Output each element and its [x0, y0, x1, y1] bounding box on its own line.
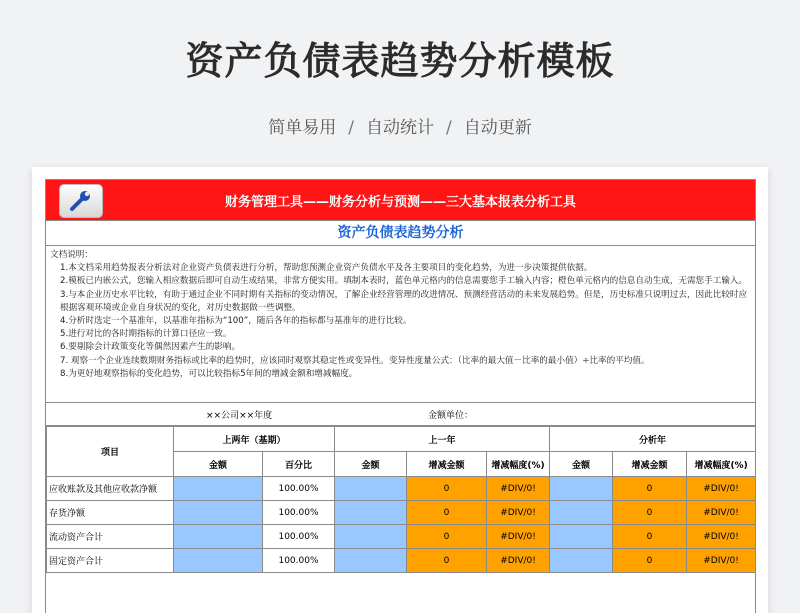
row-label: 应收账款及其他应收款净额 — [47, 477, 174, 501]
input-cell[interactable] — [174, 477, 263, 501]
auto-cell: 0 — [407, 477, 487, 501]
subtitle-item: 自动更新 — [463, 118, 532, 138]
input-cell[interactable] — [335, 501, 407, 525]
note-item: 4.分析时选定一个基准年，以基准年指标为“100”，随后各年的指标都与基准年的进行比较。 — [60, 316, 412, 327]
input-cell[interactable] — [174, 549, 263, 573]
col-rate-header: 增减幅度(%) — [687, 452, 756, 477]
row-label: 流动资产合计 — [47, 525, 174, 549]
auto-cell: #DIV/0! — [687, 549, 756, 573]
table-row — [47, 549, 756, 573]
col-change-header: 增减金额 — [407, 452, 487, 477]
wrench-icon[interactable] — [59, 184, 103, 218]
auto-cell: 0 — [613, 477, 687, 501]
col-amount-header: 金额 — [174, 452, 263, 477]
group-prev-header: 上一年 — [335, 427, 550, 452]
input-cell[interactable] — [550, 477, 613, 501]
sheet-heading: 资产负债表趋势分析 — [46, 220, 755, 246]
auto-cell: #DIV/0! — [687, 477, 756, 501]
subtitle-separator: / — [348, 118, 354, 138]
auto-cell: #DIV/0! — [487, 549, 550, 573]
percent-cell: 100.00% — [263, 525, 335, 549]
banner — [46, 180, 755, 220]
auto-cell: #DIV/0! — [487, 501, 550, 525]
subtitle-item: 简单易用 — [268, 118, 337, 138]
auto-cell: #DIV/0! — [487, 477, 550, 501]
percent-cell: 100.00% — [263, 477, 335, 501]
auto-cell: #DIV/0! — [687, 525, 756, 549]
note-item: 8.为更好地观察指标的变化趋势，可以比较指标5年间的增减金额和增减幅度。 — [60, 368, 358, 379]
col-amount-header: 金额 — [335, 452, 407, 477]
subtitle-separator: / — [446, 118, 452, 138]
worksheet — [45, 179, 756, 613]
note-item: 5.进行对比的各时期指标的计算口径应一致。 — [60, 329, 232, 340]
auto-cell: 0 — [407, 549, 487, 573]
col-item-header: 项目 — [47, 427, 174, 477]
col-rate-header: 增减幅度(%) — [487, 452, 550, 477]
spreadsheet-preview — [32, 167, 768, 613]
unit-label: 金额单位： — [428, 411, 474, 421]
input-cell[interactable] — [335, 525, 407, 549]
table-row — [47, 477, 756, 501]
input-cell[interactable] — [550, 525, 613, 549]
subtitle-item: 自动统计 — [366, 118, 434, 138]
input-cell[interactable] — [550, 549, 613, 573]
page-title: 资产负债表趋势分析模板 — [185, 39, 615, 83]
doc-notes — [46, 246, 755, 403]
input-cell[interactable] — [550, 501, 613, 525]
note-item: 1.本文档采用趋势报表分析法对企业资产负债表进行分析，帮助您预测企业资产负债水平及各主要项目的变化趋势，为进一步决策提供依据。 — [60, 263, 593, 274]
auto-cell: #DIV/0! — [687, 501, 756, 525]
auto-cell: 0 — [613, 525, 687, 549]
note-item: 2.模板已内嵌公式，您输入相应数据后即可自动生成结果，非常方便实用。填制本表时，蓝色单元格内的信息需要您手工输入内容；橙色单元格内的信息自动生成，无需您手工输入。 — [60, 276, 748, 287]
group-analysis-header: 分析年 — [550, 427, 756, 452]
percent-cell: 100.00% — [263, 549, 335, 573]
input-cell[interactable] — [335, 549, 407, 573]
auto-cell: 0 — [407, 525, 487, 549]
table-row — [47, 525, 756, 549]
row-label: 存货净额 — [47, 501, 174, 525]
col-change-header: 增减金额 — [613, 452, 687, 477]
input-cell[interactable] — [174, 525, 263, 549]
input-cell[interactable] — [174, 501, 263, 525]
company-label: ××公司××年度 — [206, 411, 273, 421]
percent-cell: 100.00% — [263, 501, 335, 525]
meta-row — [46, 403, 755, 426]
input-cell[interactable] — [335, 477, 407, 501]
auto-cell: 0 — [613, 501, 687, 525]
row-label: 固定资产合计 — [47, 549, 174, 573]
trend-table — [46, 426, 756, 573]
note-item: 3.与本企业历史水平比较，有助于通过企业不同时期有关指标的变动情况，了解企业经营管理的改进情况、预测经营活动的未来发展趋势。但是，历史标准只说明过去，因此比较时应根据客观环境或企业自身状况的变化，对历史数据做一些调整。 — [60, 289, 748, 313]
note-item: 6.要剔除会计政策变化等偶然因素产生的影响。 — [60, 342, 241, 353]
note-item: 7. 观察一个企业连续数期财务指标或比率的趋势时，应该同时观察其稳定性或变异性。变异性度量公式：（比率的最大值－比率的最小值）÷比率的平均值。 — [60, 355, 650, 366]
auto-cell: 0 — [407, 501, 487, 525]
col-amount-header: 金额 — [550, 452, 613, 477]
group-base-header: 上两年（基期） — [174, 427, 335, 452]
banner-text: 财务管理工具——财务分析与预测——三大基本报表分析工具 — [224, 194, 576, 210]
page-subtitle — [0, 113, 800, 138]
notes-title: 文档说明： — [50, 250, 93, 260]
col-percent-header: 百分比 — [263, 452, 335, 477]
auto-cell: 0 — [613, 549, 687, 573]
table-row — [47, 501, 756, 525]
auto-cell: #DIV/0! — [487, 525, 550, 549]
